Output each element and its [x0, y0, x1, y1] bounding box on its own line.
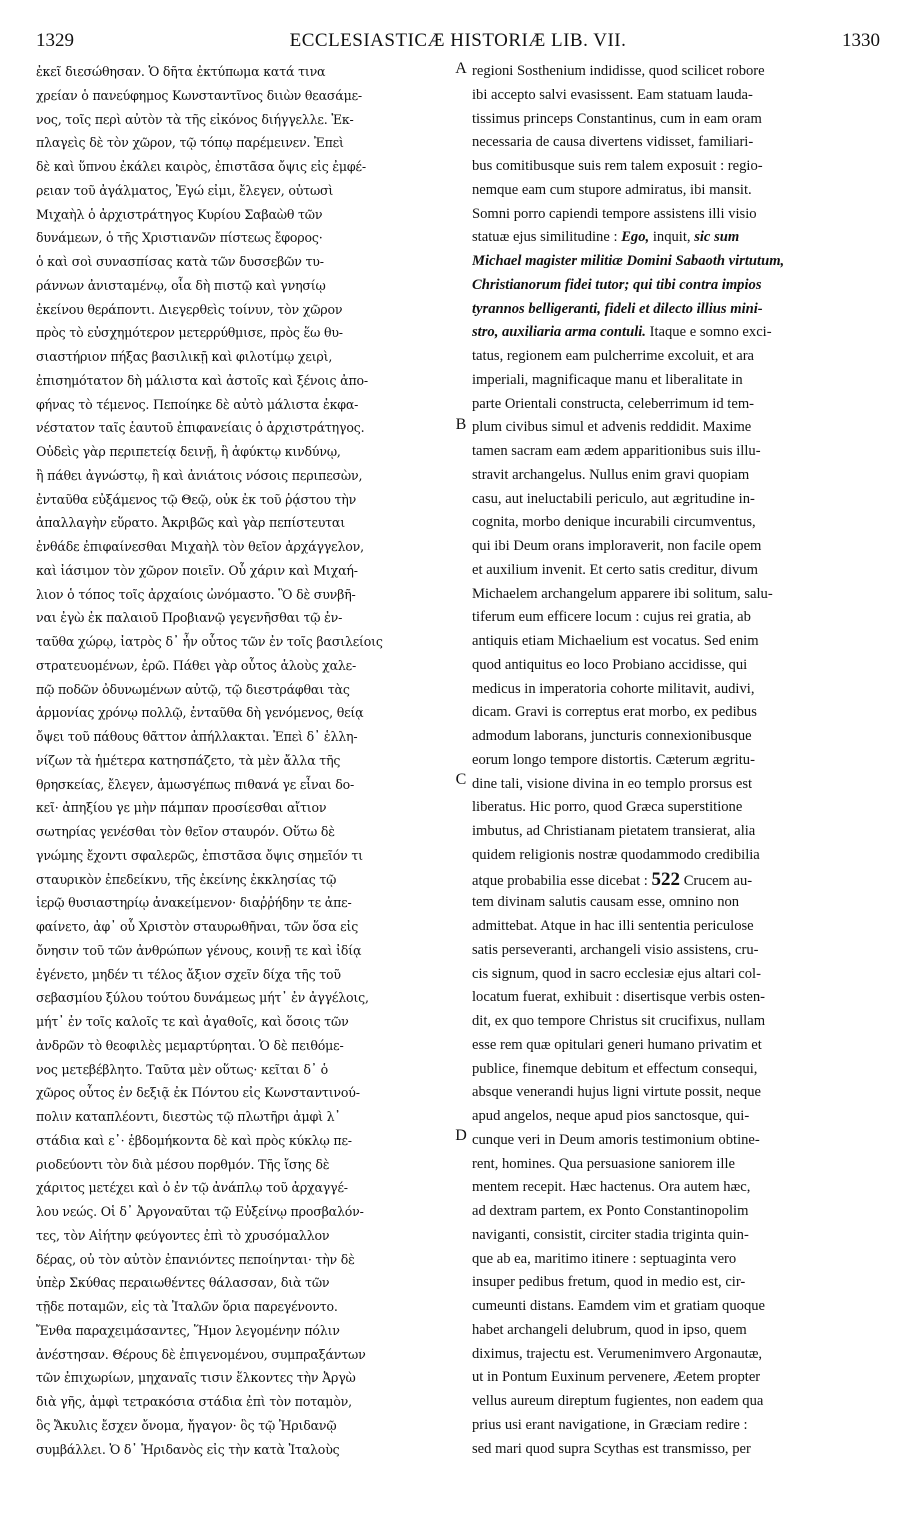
- latin-line: casu, aut ineluctabili periculo, aut ægritudine in-: [472, 490, 755, 507]
- latin-line: quod antiquitus eo loco Probiano accidisse, qui: [472, 656, 748, 673]
- greek-line: φήνας τὸ τέμενος. Πεποίηκε δὲ αὐτὸ μάλιστα ἐκφα-: [36, 396, 359, 412]
- latin-line: qui ibi Deum orans imploraverit, non facile opem: [472, 538, 762, 554]
- latin-line: satis perseveranti, archangeli visio assistens, cru-: [472, 941, 759, 958]
- latin-line: insuper pedibus fretum, quod in medio est, cir-: [472, 1274, 746, 1291]
- greek-line: συμβάλλει. Ὁ δ᾽ Ἠριδανὸς εἰς τὴν κατὰ Ἰταλοὺς: [36, 1441, 340, 1457]
- greek-line: ἀνέστησαν. Θέρους δὲ ἐπιγενομένου, συμπραξάντων: [36, 1346, 366, 1362]
- greek-line: τῶν ἐπιχωρίων, μηχαναῖς τισιν ἕλκοντες τὴν Ἀργὼ: [36, 1370, 356, 1386]
- latin-line: [472, 321, 884, 345]
- latin-line: plum civibus simul et advenis reddidit. Maxime: [472, 419, 752, 436]
- latin-italic-text: Ego,: [621, 229, 650, 246]
- latin-line: que ab ea, maritimo itinere : septuaginta vero: [472, 1250, 737, 1267]
- greek-line: νέστατον ταῖς ἑαυτοῦ ἐπιφανείαις ὁ ἀρχιστράτηγος.: [36, 420, 365, 436]
- greek-line: ἐνθάδε ἐπιφαίνεσθαι Μιχαὴλ τὸν θεῖον ἀρχάγγελον,: [36, 539, 364, 554]
- greek-line: μήτ᾽ ἐν τοῖς καλοῖς τε καὶ ἀγαθοῖς, καὶ ὅσοις τῶν: [36, 1014, 349, 1029]
- latin-line: stravit archangelus. Nullus enim gravi quopiam: [472, 466, 750, 483]
- latin-line: tyrannos belligeranti, fideli et dilecto illius mini-: [472, 300, 763, 317]
- latin-line: ad dextram partem, ex Ponto Constantinopolim: [472, 1203, 749, 1219]
- greek-line: ἀνδρῶν τὸ θεοφιλὲς μεμαρτύρηται. Ὁ δὲ πειθόμε-: [36, 1037, 344, 1053]
- margin-marker-a: A: [455, 60, 467, 77]
- greek-line: ρειαν τοῦ ἀγάλματος, Ἐγώ εἰμι, ἔλεγεν, οὑτωσὶ: [36, 182, 334, 198]
- latin-line: tiferum eum efficere locum : cujus rei gratia, ab: [472, 609, 751, 626]
- greek-line: στάδια καὶ ε᾽· ἑβδομήκοντα δὲ καὶ πρὸς κύκλῳ πε-: [36, 1132, 352, 1148]
- greek-line: ἐνταῦθα εὐξάμενος τῷ Θεῷ, οὐκ ἐκ τοῦ ῥᾴστου τὴν: [36, 491, 357, 507]
- latin-line: sed mari quod supra Scythas est transmisso, per: [472, 1440, 751, 1457]
- latin-line: et auxilium invenit. Et certo satis creditur, divum: [472, 561, 758, 578]
- latin-line: absque venerandi hujus ligni virtute possit, neque: [472, 1084, 761, 1101]
- margin-marker-c: C: [455, 771, 467, 788]
- running-title: ECCLESIASTICÆ HISTORIÆ LIB. VII.: [289, 30, 627, 51]
- greek-line: κεῖ· ἀπηξίου γε μὴν πάμπαν προσίεσθαι αἴτιον: [36, 800, 327, 816]
- latin-line: publice, finemque debitum et effectum consequi,: [472, 1060, 758, 1077]
- latin-line: dit, ex quo tempore Christus sit crucifixus, nullam: [472, 1013, 766, 1029]
- greek-line: πῷ ποδῶν ὀδυνωμένων αὐτῷ, τῷ διεστράφθαι τὰς: [36, 681, 350, 697]
- greek-line: ἢ πάθει ἀγνώστῳ, ἢ καὶ ἀνιάτοις νόσοις περιπεσὼν,: [36, 467, 363, 483]
- left-page-number: 1329: [36, 30, 74, 51]
- greek-line: χρείαν ὁ πανεύφημος Κωνσταντῖνος διιὼν θεασάμε-: [36, 87, 362, 103]
- latin-line: vellus aureum direptum fugientes, non eadem qua: [472, 1393, 764, 1409]
- latin-line: [472, 868, 884, 892]
- greek-line: Μιχαὴλ ὁ ἀρχιστράτηγος Κυρίου Σαβαὼθ τῶν: [36, 206, 323, 222]
- greek-line: πλαγεὶς δὲ τὸν χῶρον, τῷ τόπῳ παρέμεινεν. Ἐπεὶ: [36, 135, 344, 151]
- latin-line: antiquis etiam Michaelium est vocatus. Sed enim: [472, 633, 759, 649]
- latin-line: ibi accepto salvi evasissent. Eam statuam lauda-: [472, 86, 753, 103]
- latin-line: Somni porro capiendi tempore assistens illi visio: [472, 205, 757, 222]
- right-page-number: 1330: [842, 30, 880, 51]
- latin-line: eorum longo tempore distortis. Cæterum ægritu-: [472, 751, 755, 768]
- latin-line: quidem religionis nostræ quodammodo credibilia: [472, 846, 760, 863]
- greek-line: νίζων τὰ ἡμέτερα κατησπάζετο, τὰ μὲν ἄλλα τῆς: [36, 752, 341, 768]
- latin-line: naviganti, consistit, circiter stadia triginta quin-: [472, 1226, 749, 1243]
- greek-column: [36, 60, 456, 1520]
- latin-line: diximus, trajectu est. Verumenimvero Argonautæ,: [472, 1345, 763, 1362]
- latin-line: tissimus princeps Constantinus, cum in eam oram: [472, 110, 762, 127]
- latin-line: tem divinam salutis causam esse, omnino non: [472, 894, 740, 911]
- greek-line: ταῦθα χώρῳ, ἰατρὸς δ᾽ ἦν οὗτος τῶν ἐν τοῖς βασιλείοις: [36, 634, 383, 649]
- greek-line: σωτηρίας γενέσθαι τὸν θεῖον σταυρόν. Οὕτω δὲ: [36, 824, 335, 839]
- latin-line: cunque veri in Deum amoris testimonium obtine-: [472, 1131, 760, 1148]
- greek-line: φαίνετο, ἀφ᾽ οὗ Χριστὸν σταυρωθῆναι, τῶν ὅσα εἰς: [36, 919, 359, 934]
- greek-line: ἁρμονίας χρόνῳ πολλῷ, ἐνταῦθα δὴ γενόμενος, θείᾳ: [36, 705, 364, 721]
- latin-line: bus comitibusque suis rem talem exposuit : regio-: [472, 158, 763, 174]
- greek-line: λιον ὁ τόπος τοῖς ἀρχαίοις ὠνόμαστο. Ὃ δὲ συνβῆ-: [36, 586, 356, 602]
- latin-line: liberatus. Hic porro, quod Græca superstitione: [472, 799, 743, 816]
- greek-line: γνώμης ἔχοντι σφαλερῶς, ἐπιστᾶσα ὄψις σημεῖόν τι: [36, 847, 363, 863]
- greek-line: Οὐδεὶς γὰρ περιπετείᾳ δεινῇ, ἢ ἀφύκτῳ κινδύνῳ,: [36, 444, 341, 459]
- latin-text: Itaque e somno exci-: [649, 324, 772, 341]
- latin-italic-text: stro, auxiliaria arma contuli.: [472, 324, 646, 341]
- greek-line: σταυρικὸν ἐπεδείκνυ, τῆς ἐκείνης ἐκκλησίας τῷ: [36, 871, 337, 887]
- latin-line: cis signum, quod in sacro ecclesiæ ejus altari col-: [472, 965, 761, 982]
- latin-line: cognita, morbo denique incurabili circumventus,: [472, 514, 756, 531]
- latin-line: esse rem quæ opitulari generi humano privatim et: [472, 1036, 762, 1053]
- greek-line: ριοδεύοντι τὸν διὰ μέσου πορθμόν. Τῆς ἴσης δὲ: [36, 1156, 330, 1172]
- greek-line: Ἔνθα παραχειμάσαντες, Ἥμον λεγομένην πόλιν: [36, 1322, 340, 1338]
- latin-text: Crucem au-: [683, 872, 753, 889]
- greek-line: θρησκείας, ἔλεγεν, ἁμωσγέπως πιθανά γε εἶναι δο-: [36, 776, 355, 792]
- greek-line: σιαστήριον πήξας βασιλικῇ καὶ φιλοτίμῳ χειρὶ,: [36, 349, 333, 364]
- latin-line: rent, homines. Qua persuasione saniorem ille: [472, 1155, 736, 1172]
- latin-line: parte Orientali constructa, celeberrimum id tem-: [472, 395, 755, 412]
- greek-line: ἐπισημότατον δὴ μάλιστα καὶ ἀστοῖς καὶ ξένοις ἀπο-: [36, 372, 368, 388]
- latin-line: mentem recepit. Hæc hactenus. Ora autem hæc,: [472, 1179, 751, 1196]
- greek-line: ἀπαλλαγὴν εὕρατο. Ἀκριβῶς καὶ γὰρ πεπίστευται: [36, 515, 345, 531]
- latin-line: admittebat. Atque in hac illi sententia periculose: [472, 918, 754, 934]
- latin-line: admodum laborans, juncturis connexionibusque: [472, 728, 752, 744]
- page-header: [36, 30, 880, 56]
- greek-line: ἐκεῖ διεσώθησαν. Ὁ δῆτα ἐκτύπωμα κατά τινα: [36, 64, 326, 79]
- latin-line: Michaelem archangelum apparere ibi solitum, salu-: [472, 585, 773, 602]
- latin-line: tamen sacram eam ædem apparitionibus suis illu-: [472, 443, 761, 459]
- latin-line: imbutus, ad Christianam pietatem transierat, alia: [472, 823, 756, 839]
- latin-italic-text: sic sum: [694, 229, 740, 246]
- greek-line: ὄνησιν τοῦ τῶν ἀνθρώπων γένους, κοινῇ τε καὶ ἰδίᾳ: [36, 942, 362, 958]
- latin-line: medicus in imperatoria cohorte militavit, audivi,: [472, 680, 755, 697]
- latin-line: dicam. Gravi is correptus erat morbo, ex pedibus: [472, 704, 757, 721]
- greek-line: δὲ καὶ ὕπνου ἐκάλει καιρὸς, ἐπιστᾶσα ὄψις εἰς ἐμφέ-: [36, 159, 366, 174]
- greek-line: νος, τοῖς περὶ αὐτὸν τὰ τῆς εἰκόνος διήγγελλε. Ἐκ-: [36, 111, 354, 127]
- latin-line: prius usi erant navigatione, in Græciam redire :: [472, 1416, 748, 1433]
- latin-line: dine tali, visione divina in eo templo prorsus est: [472, 775, 753, 792]
- latin-line: [472, 226, 884, 250]
- latin-line: tatus, regionem eam pulcherrime excoluit, et ara: [472, 348, 755, 364]
- greek-line: τες, τὸν Αἰήτην φεύγοντες ἐπὶ τὸ χρυσόμαλλον: [36, 1227, 330, 1243]
- greek-line: πρὸς τὸ εὐσχημότερον μετερρύθμισε, πρὸς ἕω θυ-: [36, 325, 343, 341]
- latin-line: cumeunti distans. Eamdem vim et gratiam quoque: [472, 1298, 766, 1314]
- section-number: 522: [651, 868, 681, 890]
- greek-line: χῶρος οὗτος ἐν δεξιᾷ ἐκ Πόντου εἰς Κωνσταντινού-: [36, 1085, 360, 1101]
- latin-text: statuæ ejus similitudine :: [472, 229, 618, 246]
- margin-marker-b: B: [455, 416, 467, 433]
- greek-line: ἐκείνου θεράποντι. Διεγερθεὶς τοίνυν, τὸν χῶρον: [36, 301, 343, 317]
- greek-line: λου νεώς. Οἱ δ᾽ Ἀργοναῦται τῷ Εὐξείνῳ προσβαλόν-: [36, 1204, 364, 1219]
- latin-column: [472, 60, 884, 1520]
- greek-line: ὁ καὶ σοὶ συνασπίσας κατὰ τῶν δυσσεβῶν τυ-: [36, 254, 324, 269]
- latin-line: necessaria de causa divertens vidisset, familiari-: [472, 134, 754, 151]
- greek-line: ὄψει τοῦ πάθους θᾶττον ἀπήλλακται. Ἐπεὶ δ᾽ ἑλλη-: [36, 729, 358, 744]
- greek-line: ὃς Ἄκυλις ἔσχεν ὄνομα, ἤγαγον· ὃς τῷ Ἠριδανῷ: [36, 1417, 337, 1433]
- greek-line: σεβασμίου ξύλου τούτου δυνάμεως μήτ᾽ ἐν ἀγγέλοις,: [36, 990, 369, 1006]
- greek-line: ἱερῷ θυσιαστηρίῳ ἀνακείμενον· διαῤῥήδην τε ἀπε-: [36, 895, 352, 911]
- latin-line: Michael magister militiæ Domini Sabaoth virtutum,: [472, 253, 785, 269]
- greek-line: διὰ γῆς, ἀμφὶ τετρακόσια στάδια ἐπὶ τὸν ποταμὸν,: [36, 1394, 352, 1409]
- greek-line: πολιν καταπλέοντι, διεστὼς τῷ πλωτῆρι ἀμφὶ λ᾽: [36, 1109, 341, 1124]
- latin-line: imperiali, magnificaque manu et liberalitate in: [472, 371, 743, 388]
- latin-line: nemque eam cum stupore admiratus, ibi mansit.: [472, 181, 752, 198]
- latin-line: Christianorum fidei tutor; qui tibi contra impios: [472, 276, 762, 293]
- latin-line: apud angelos, neque apud pios sanctosque, qui-: [472, 1108, 750, 1124]
- latin-line: locatum fuerat, exhibuit : disertisque verbis osten-: [472, 989, 766, 1006]
- greek-line: χάριτος μετέχει καὶ ὁ ἐν τῷ ἀνάπλῳ τοῦ ἀρχαγγέ-: [36, 1180, 348, 1196]
- greek-line: δυνάμεων, ὁ τῆς Χριστιανῶν πίστεως ἔφορος·: [36, 230, 323, 246]
- latin-text: atque probabilia esse dicebat :: [472, 872, 648, 889]
- latin-line: regioni Sosthenium indidisse, quod scilicet robore: [472, 63, 765, 79]
- greek-line: ἐγένετο, μηδέν τι τέλος ἄξιον σχεῖν δίχα τῆς τοῦ: [36, 966, 341, 982]
- greek-line: καὶ ἰάσιμον τὸν χῶρον ποιεῖν. Οὗ χάριν καὶ Μιχαή-: [36, 562, 358, 578]
- greek-line: δέρας, οὐ τὸν αὐτὸν ἐπανιόντες πεποίηνται· τὴν δὲ: [36, 1251, 355, 1267]
- greek-line: ράννων ἀνισταμένῳ, οἷα δὴ πιστῷ καὶ γνησίῳ: [36, 277, 326, 293]
- greek-line: νος μετεβέβλητο. Ταῦτα μὲν οὕτως· κεῖται δ᾽ ὁ: [36, 1061, 329, 1077]
- margin-marker-d: D: [455, 1127, 467, 1144]
- latin-line: habet archangeli delubrum, quod in ipso, quem: [472, 1321, 747, 1338]
- latin-line: ut in Pontum Euxinum pervenere, Æetem propter: [472, 1369, 761, 1386]
- greek-line: ναι ἐγὼ ἐκ παλαιοῦ Προβιανῷ γεγενῆσθαι τῷ ἐν-: [36, 610, 343, 626]
- latin-text: inquit,: [652, 229, 691, 246]
- greek-line: στρατευομένων, ἐρῶ. Πάθει γὰρ οὗτος ἁλοὺς χαλε-: [36, 657, 357, 673]
- greek-line: τῇδε ποταμῶν, εἰς τὰ Ἰταλῶν ὅρια παρεγένοντο.: [36, 1299, 338, 1314]
- greek-line: ὑπὲρ Σκύθας περαιωθέντες θάλασσαν, διὰ τῶν: [36, 1275, 330, 1291]
